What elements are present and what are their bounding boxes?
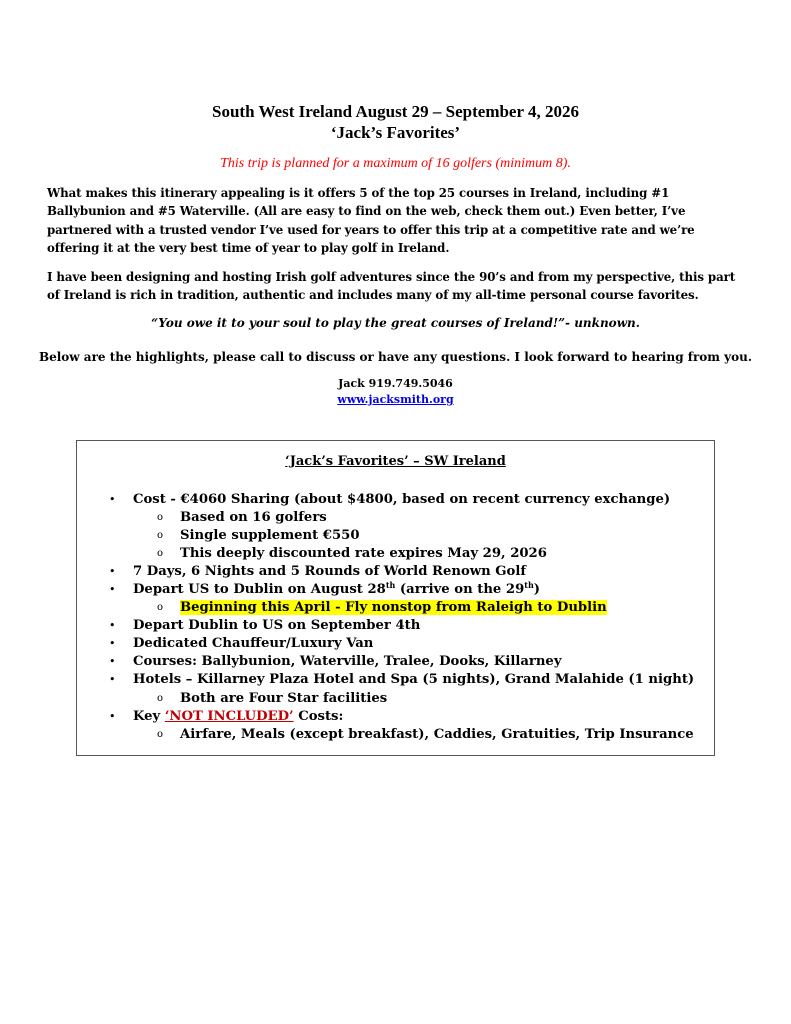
bullet-icon: •	[109, 493, 116, 506]
chauffeur-item: Dedicated Chauffeur/Luxury Van	[133, 636, 374, 651]
key-suffix: Costs:	[293, 709, 344, 724]
highlighted-text: Beginning this April - Fly nonstop from Raleigh to Dublin	[180, 600, 607, 615]
days-item: 7 Days, 6 Nights and 5 Rounds of World Renown Golf	[133, 564, 527, 579]
sub-bullet-icon: o	[157, 548, 164, 559]
sub-bullet-icon: o	[157, 729, 164, 740]
cost-sub-golfers: Based on 16 golfers	[180, 510, 327, 525]
highlights-intro: Below are the highlights, please call to discuss or have any questions. I look forward to hearing from you.	[38, 350, 753, 364]
bullet-icon: •	[109, 619, 116, 632]
highlights-box	[76, 440, 715, 756]
bullet-icon: •	[109, 583, 116, 596]
bullet-icon: •	[109, 655, 116, 668]
depart-item	[133, 581, 540, 599]
depart-sup-1: th	[385, 580, 396, 590]
not-included-item	[133, 708, 343, 726]
cost-sub-expires: This deeply discounted rate expires May 29, 2026	[180, 546, 547, 561]
depart-sup-2: th	[524, 580, 534, 590]
bullet-icon: •	[109, 710, 116, 723]
not-included-label: ‘NOT INCLUDED’	[164, 709, 294, 724]
hotels-item: Hotels – Killarney Plaza Hotel and Spa (5 nights), Grand Malahide (1 night)	[133, 672, 695, 687]
intro-paragraph-1: What makes this itinerary appealing is it offers 5 of the top 25 courses in Ireland, including #1 Ballybunion and #5 Waterville. (All are easy to find on the web, check them out.) Even better, I’ve partnered with a trusted vendor I’ve used for years to offer this trip at a competitive rate and we’re offering it at the very best time of year to play golf in Ireland.	[47, 186, 695, 256]
trip-capacity-note: This trip is planned for a maximum of 16 golfers (minimum 8).	[220, 156, 571, 171]
quote: “You owe it to your soul to play the great courses of Ireland!”- unknown.	[151, 316, 640, 330]
depart-suffix: )	[533, 582, 541, 597]
box-title: ‘Jack’s Favorites’ – SW Ireland	[285, 454, 506, 469]
courses-item: Courses: Ballybunion, Waterville, Tralee, Dooks, Killarney	[133, 654, 562, 669]
contact-phone: Jack 919.749.5046	[338, 377, 453, 390]
sub-bullet-icon: o	[157, 693, 164, 704]
bullet-icon: •	[109, 565, 116, 578]
website-link[interactable]: www.jacksmith.org	[337, 393, 454, 406]
contact-website	[0, 393, 791, 406]
sub-bullet-icon: o	[157, 530, 164, 541]
sub-bullet-icon: o	[157, 602, 164, 613]
bullet-icon: •	[109, 637, 116, 650]
bullet-icon: •	[109, 673, 116, 686]
depart-prefix: Depart US to Dublin on August 28	[133, 582, 386, 597]
cost-item: Cost - €4060 Sharing (about $4800, based on recent currency exchange)	[133, 492, 671, 507]
nonstop-flight-note	[180, 599, 607, 617]
cost-sub-single: Single supplement €550	[180, 528, 360, 543]
not-included-list: Airfare, Meals (except breakfast), Caddies, Gratuities, Trip Insurance	[180, 727, 694, 742]
key-prefix: Key	[133, 709, 165, 724]
return-item: Depart Dublin to US on September 4th	[133, 618, 421, 633]
hotels-sub: Both are Four Star facilities	[180, 691, 388, 706]
depart-mid: (arrive on the 29	[395, 582, 525, 597]
intro-paragraph-2: I have been designing and hosting Irish golf adventures since the 90’s and from my perspective, this part of Ireland is rich in tradition, authentic and includes many of my all-time personal course favorites.	[47, 270, 736, 303]
page-title: South West Ireland August 29 – September 4, 2026	[212, 102, 579, 121]
page-subtitle-name: ‘Jack’s Favorites’	[330, 123, 461, 142]
sub-bullet-icon: o	[157, 512, 164, 523]
